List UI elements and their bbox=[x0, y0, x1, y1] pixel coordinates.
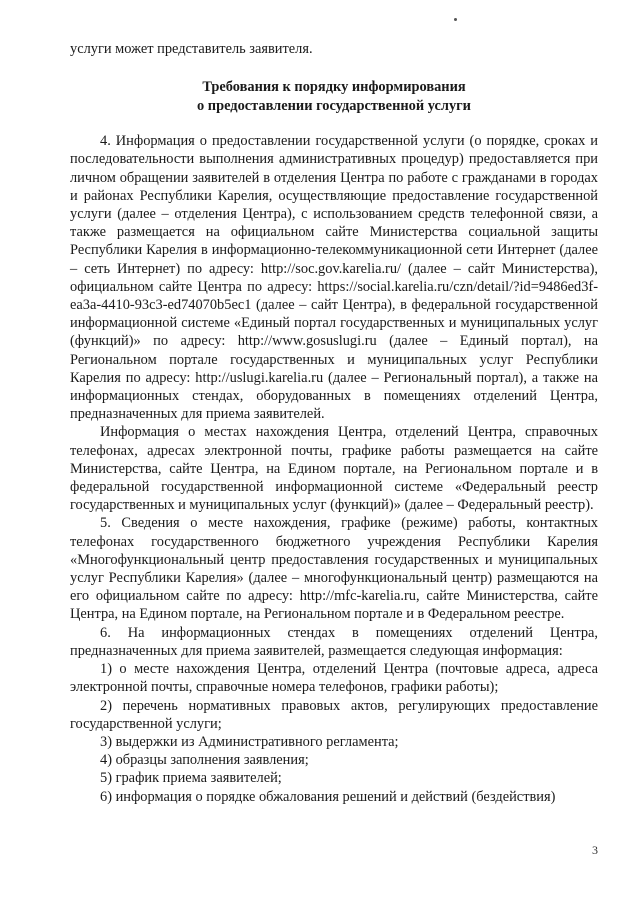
section-title-line-2: о предоставлении государственной услуги bbox=[197, 98, 471, 115]
section-title-line-1: Требования к порядку информирования bbox=[202, 79, 466, 96]
intro-line: услуги может представитель заявителя. bbox=[70, 41, 313, 57]
document-page bbox=[70, 40, 598, 806]
paragraph-4: 4. Информация о предоставлении государственной услуги (о порядке, сроках и последовательности выполнения административных процедур) предоставляется при личном обращении заявителей в отделения Центра по работе с гражданами в городах и районах Республики Карелия, осуществляющие предоставление государственной услуги (далее – отделения Центра), с использованием средств телефонной связи, а также размещается на официальном сайте Министерства социальной защиты Республики Карелия в информационно-телекоммуникационной сети Интернет (далее – сеть Интернет) по адресу: http://soc.gov.karelia.ru/ (далее – сайт Министерства), официальном сайте Центра по адресу: https://social.karelia.ru/czn/detail/?id=9486ed3f-ea3a-4410-93c3-ed74070b5ec1 (далее – сайт Центра), в федеральной государственной информационной системе «Единый портал государственных и муниципальных услуг (функций)» по адресу: http://www.gosuslugi.ru (далее – Единый портал), на Региональном портале государственных и муниципальных услуг Республики Карелия по адресу: http://uslugi.karelia.ru (далее – Региональный портал), а также на информационных стендах, оборудованных в помещениях отделений Центра, предназначенных для приема заявителей. bbox=[70, 133, 598, 423]
list-item: 6) информация о порядке обжалования решений и действий (бездействия) bbox=[100, 788, 556, 805]
paragraph-4-locations: Информация о местах нахождения Центра, отделений Центра, справочных телефонах, адресах электронной почты, графике работы размещается на сайте Министерства, сайте Центра, на Едином портале, на Региональном портале и в федеральной государственной информационной системе «Федеральный реестр государственных и муниципальных услуг (функций)» (далее – Федеральный реестр). bbox=[70, 424, 598, 514]
scan-speck bbox=[454, 18, 457, 21]
section-title bbox=[70, 78, 598, 116]
list-item: 1) о месте нахождения Центра, отделений Центра (почтовые адреса, адреса электронной почты, справочные номера телефонов, графики работы); bbox=[70, 661, 598, 696]
paragraph-6: 6. На информационных стендах в помещениях отделений Центра, предназначенных для приема заявителей, размещается следующая информация: bbox=[70, 624, 598, 659]
page-number: 3 bbox=[592, 843, 598, 857]
paragraph-5: 5. Сведения о месте нахождения, графике (режиме) работы, контактных телефонах государственного бюджетного учреждения Республики Карелия «Многофункциональный центр предоставления государственных и муниципальных услуг Республики Карелия» (далее – многофункциональный центр) размещаются на его официальном сайте по адресу: http://mfc-karelia.ru, сайте Министерства, сайте Центра, на Едином портале, на Региональном портале и в Федеральном реестре. bbox=[70, 515, 598, 623]
list-item: 4) образцы заполнения заявления; bbox=[100, 752, 309, 769]
list-item: 2) перечень нормативных правовых актов, регулирующих предоставление государственной услуги; bbox=[70, 697, 598, 732]
list-item: 3) выдержки из Административного регламента; bbox=[100, 733, 399, 750]
list-item: 5) график приема заявителей; bbox=[100, 770, 282, 787]
